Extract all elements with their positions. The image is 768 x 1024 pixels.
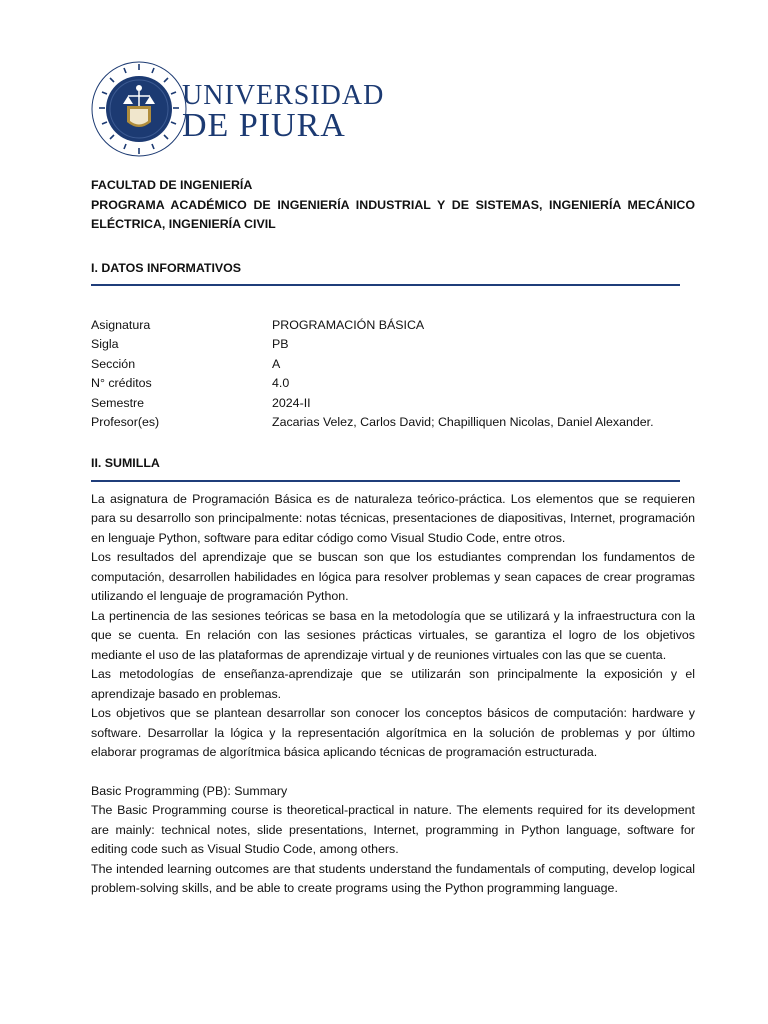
university-name-line2: DE PIURA <box>182 107 346 144</box>
info-row <box>91 316 695 335</box>
sumilla-paragraph: Los resultados del aprendizaje que se buscan son que los estudiantes comprendan los fundamentos de computación, desarrollen habilidades en lógica para resolver problemas y sean capaces de crear programas utilizando el lenguaje de programación Python. <box>91 550 695 604</box>
university-seal-icon <box>92 62 186 156</box>
info-value: A <box>272 356 281 371</box>
university-logo <box>90 58 385 158</box>
info-label: Sigla <box>91 337 119 352</box>
section-1-divider <box>91 284 680 286</box>
university-name-line1: UNIVERSIDAD <box>182 80 385 111</box>
info-value: PB <box>272 337 289 352</box>
info-value: 2024-II <box>272 395 311 410</box>
info-table <box>91 316 695 432</box>
info-label: Asignatura <box>91 318 151 332</box>
program-heading: PROGRAMA ACADÉMICO DE INGENIERÍA INDUSTRIAL Y DE SISTEMAS, INGENIERÍA MECÁNICO ELÉCTRICA, INGENIERÍA CIVIL <box>91 197 695 231</box>
info-row <box>91 394 695 413</box>
faculty-heading: FACULTAD DE INGENIERÍA <box>91 178 253 192</box>
sumilla-paragraph: La pertinencia de las sesiones teóricas se basa en la metodología que se utilizará y la infraestructura con la que se cuenta. En relación con las sesiones prácticas virtuales, se garantiza el logro de los objetivos mediante el uso de las plataformas de aprendizaje virtual y de reuniones virtuales con las que se cuenta. <box>91 608 695 662</box>
info-value: Zacarias Velez, Carlos David; Chapilliquen Nicolas, Daniel Alexander. <box>272 414 654 429</box>
section-2-title: II. SUMILLA <box>91 456 160 471</box>
info-value: 4.0 <box>272 376 290 391</box>
info-label: Semestre <box>91 395 145 410</box>
info-label: Sección <box>91 356 136 371</box>
info-row <box>91 335 695 354</box>
summary-english-title: Basic Programming (PB): Summary <box>91 783 288 798</box>
info-row <box>91 374 695 393</box>
sumilla-paragraph: Los objetivos que se plantean desarrollar son conocer los conceptos básicos de computación: hardware y software. Desarrollar la lógica y la representación algorítmica en la solución de problemas y por último elaborar programas de algorítmica básica aplicando técnicas de programación estructurada. <box>91 706 695 760</box>
info-label: N° créditos <box>91 376 152 391</box>
info-value: PROGRAMACIÓN BÁSICA <box>272 318 425 332</box>
summary-english-text <box>91 801 695 899</box>
section-2-divider <box>91 480 680 482</box>
section-1-title: I. DATOS INFORMATIVOS <box>91 260 242 275</box>
sumilla-paragraph: La asignatura de Programación Básica es de naturaleza teórico-práctica. Los elementos que se requieren para su desarrollo son principalmente: notas técnicas, presentaciones de diapositivas, Internet, programación en lenguaje Python, software para editar código como Visual Studio Code, entre otros. <box>91 491 695 545</box>
sumilla-text <box>91 490 695 763</box>
info-row <box>91 413 695 432</box>
sumilla-paragraph: Las metodologías de enseñanza-aprendizaje que se utilizarán son principalmente la exposición y el aprendizaje basado en problemas. <box>91 667 695 701</box>
info-row <box>91 355 695 374</box>
document-body <box>91 176 695 899</box>
summary-paragraph: The Basic Programming course is theoretical-practical in nature. The elements required for its development are mainly: technical notes, slide presentations, Internet, programming in Python language, software for editing code such as Visual Studio Code, among others. <box>91 803 695 857</box>
info-label: Profesor(es) <box>91 414 160 429</box>
summary-paragraph: The intended learning outcomes are that students understand the fundamentals of computing, develop logical problem-solving skills, and be able to create programs using the Python programming language. <box>91 861 695 896</box>
